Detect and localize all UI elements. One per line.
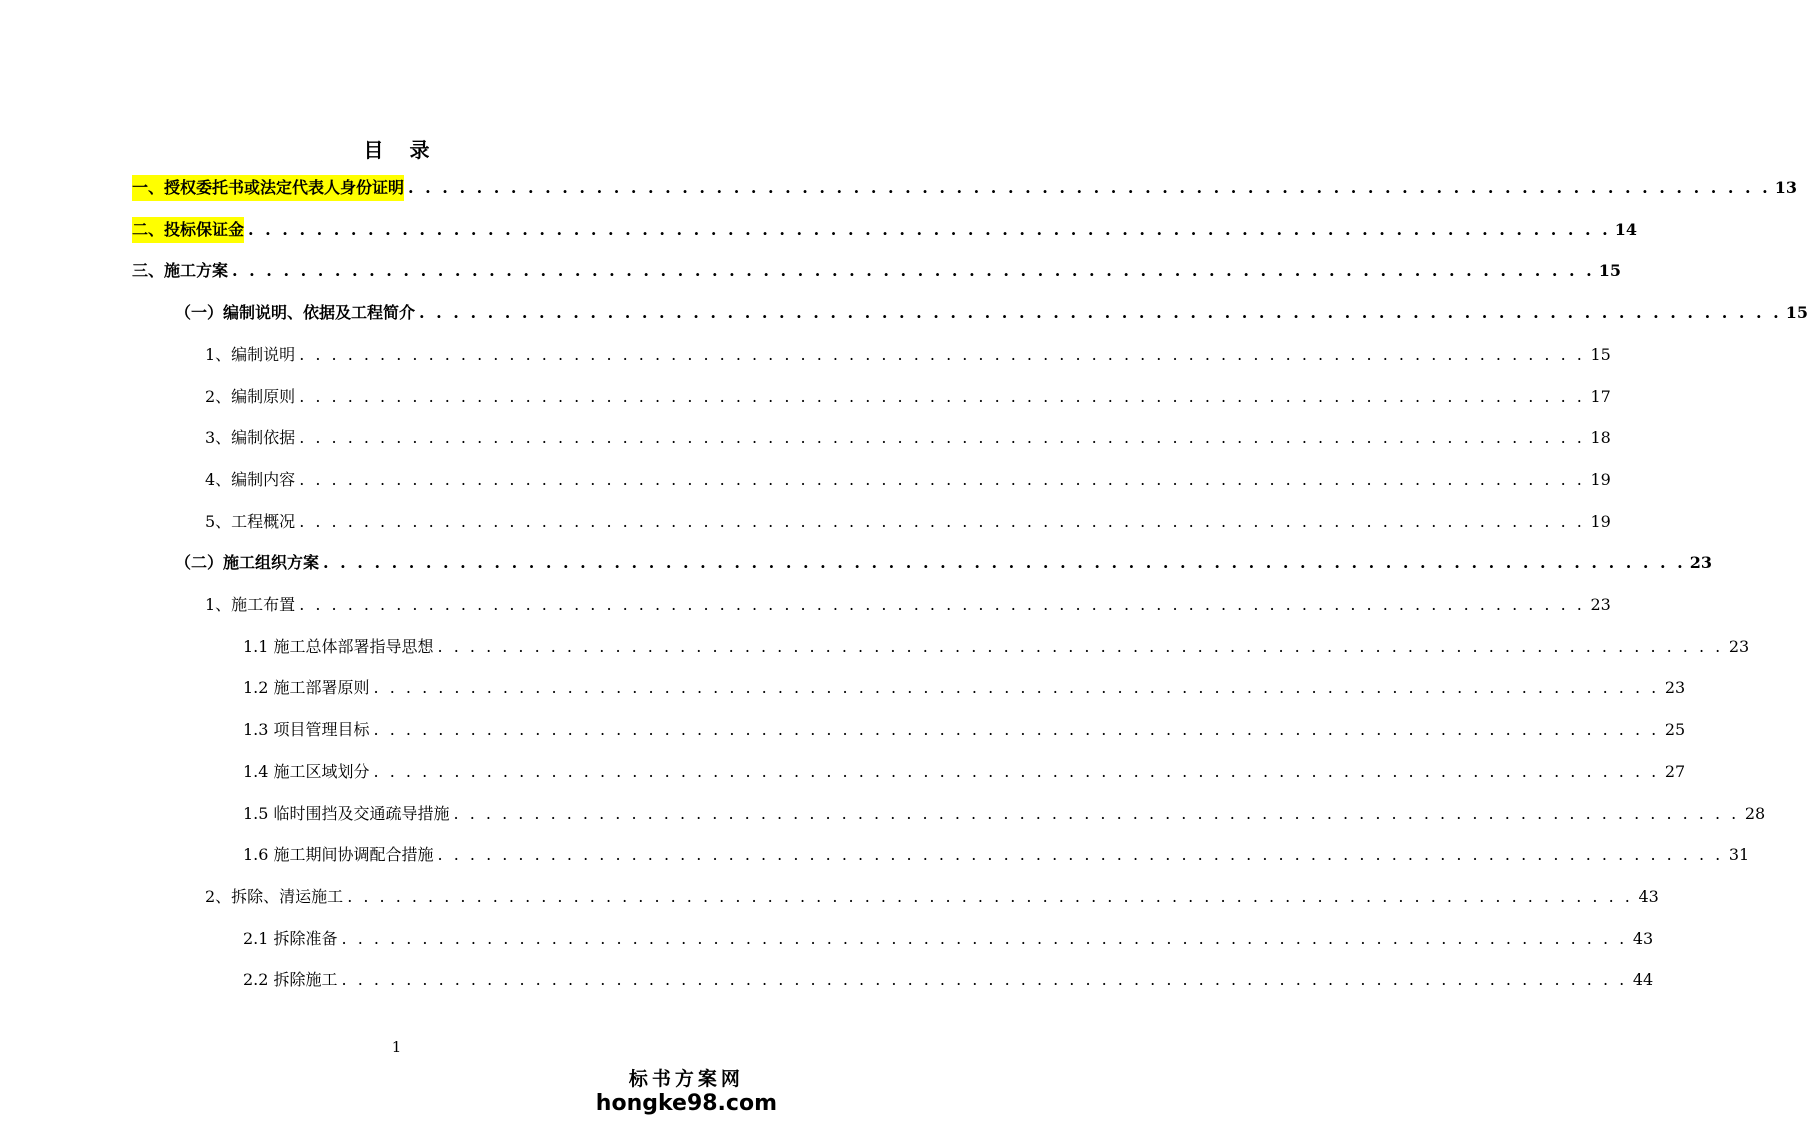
toc-leader-dots: . . . . . . . . . . . . . . . . . . . . . . . . . . . . . . . . . . . . . . . . . . . . . . . . . . . . . . . . . . . . . . . . . . . . . . . . . . . . . . . . bbox=[373, 720, 1660, 739]
toc-entry-page: 17 bbox=[1590, 387, 1611, 406]
toc-entry-page: 43 bbox=[1632, 929, 1654, 948]
toc-entry[interactable] bbox=[205, 509, 1611, 535]
toc-entry[interactable] bbox=[243, 842, 1750, 868]
toc-entry[interactable] bbox=[243, 675, 1686, 701]
toc-entry[interactable] bbox=[243, 759, 1686, 785]
toc-leader-dots: . . . . . . . . . . . . . . . . . . . . . . . . . . . . . . . . . . . . . . . . . . . . . . . . . . . . . . . . . . . . . . . . . . . . . . . . . . . . . . . . bbox=[437, 845, 1724, 864]
toc-entry-label: 三、施工方案 bbox=[132, 261, 229, 280]
toc-entry[interactable] bbox=[205, 884, 1659, 910]
toc-leader-dots: . . . . . . . . . . . . . . . . . . . . . . . . . . . . . . . . . . . . . . . . . . . . . . . . . . . . . . . . . . . . . . . . . . . . . . . . . . . . . . . . bbox=[299, 470, 1585, 489]
toc-entry[interactable] bbox=[205, 342, 1611, 368]
watermark-url: hongke98.com bbox=[595, 1091, 777, 1116]
toc-entry-page: 25 bbox=[1664, 720, 1686, 739]
toc-entry[interactable] bbox=[243, 717, 1686, 743]
toc-entry-label: 5、工程概况 bbox=[205, 512, 296, 531]
toc-leader-dots: . . . . . . . . . . . . . . . . . . . . . . . . . . . . . . . . . . . . . . . . . . . . . . . . . . . . . . . . . . . . . . . . . . . . . . . . . . . . . . . . bbox=[453, 804, 1740, 823]
toc-entry-page: 31 bbox=[1728, 845, 1750, 864]
toc-entry-label: 1.6 施工期间协调配合措施 bbox=[243, 845, 434, 864]
toc-leader-dots: . . . . . . . . . . . . . . . . . . . . . . . . . . . . . . . . . . . . . . . . . . . . . . . . . . . . . . . . . . . . . . . . . . . . . . . . . . . . . . . . bbox=[248, 220, 1611, 239]
toc-entry-page: 15 bbox=[1785, 303, 1808, 322]
toc-entry-label: 2、拆除、清运施工 bbox=[205, 887, 344, 906]
toc-leader-dots: . . . . . . . . . . . . . . . . . . . . . . . . . . . . . . . . . . . . . . . . . . . . . . . . . . . . . . . . . . . . . . . . . . . . . . . . . . . . . . . . bbox=[437, 637, 1724, 656]
toc-entry[interactable] bbox=[175, 300, 1808, 326]
toc-entry-label: 4、编制内容 bbox=[205, 470, 296, 489]
toc-entry-page: 19 bbox=[1590, 470, 1611, 489]
toc-entry-label: （一）编制说明、依据及工程简介 bbox=[175, 303, 416, 322]
toc-entry-label: 2.1 拆除准备 bbox=[243, 929, 338, 948]
toc-entry[interactable] bbox=[205, 592, 1611, 618]
toc-entry-page: 14 bbox=[1614, 220, 1637, 239]
toc-leader-dots: . . . . . . . . . . . . . . . . . . . . . . . . . . . . . . . . . . . . . . . . . . . . . . . . . . . . . . . . . . . . . . . . . . . . . . . . . . . . . . . . bbox=[373, 678, 1660, 697]
toc-leader-dots: . . . . . . . . . . . . . . . . . . . . . . . . . . . . . . . . . . . . . . . . . . . . . . . . . . . . . . . . . . . . . . . . . . . . . . . . . . . . . . . . bbox=[419, 303, 1782, 322]
toc-leader-dots: . . . . . . . . . . . . . . . . . . . . . . . . . . . . . . . . . . . . . . . . . . . . . . . . . . . . . . . . . . . . . . . . . . . . . . . . . . . . . . . . bbox=[299, 512, 1585, 531]
toc-entry[interactable] bbox=[243, 634, 1750, 660]
toc-entry-page: 23 bbox=[1728, 637, 1750, 656]
toc-entry-page: 23 bbox=[1590, 595, 1611, 614]
toc-entry[interactable] bbox=[175, 550, 1712, 576]
toc-entry-label: （二）施工组织方案 bbox=[175, 553, 320, 572]
watermark-cn: 标书方案网 bbox=[628, 1068, 744, 1090]
toc-entry-page: 23 bbox=[1689, 553, 1712, 572]
toc-leader-dots: . . . . . . . . . . . . . . . . . . . . . . . . . . . . . . . . . . . . . . . . . . . . . . . . . . . . . . . . . . . . . . . . . . . . . . . . . . . . . . . . bbox=[299, 595, 1585, 614]
toc-entry-label: 1.5 临时围挡及交通疏导措施 bbox=[243, 804, 450, 823]
toc-entry-page: 27 bbox=[1664, 762, 1686, 781]
toc-leader-dots: . . . . . . . . . . . . . . . . . . . . . . . . . . . . . . . . . . . . . . . . . . . . . . . . . . . . . . . . . . . . . . . . . . . . . . . . . . . . . . . . bbox=[299, 387, 1585, 406]
toc-entry-label: 1.1 施工总体部署指导思想 bbox=[243, 637, 434, 656]
toc-leader-dots: . . . . . . . . . . . . . . . . . . . . . . . . . . . . . . . . . . . . . . . . . . . . . . . . . . . . . . . . . . . . . . . . . . . . . . . . . . . . . . . . bbox=[408, 178, 1771, 197]
toc-entry[interactable] bbox=[205, 467, 1611, 493]
toc-entry[interactable] bbox=[243, 801, 1766, 827]
toc-entry-label: 3、编制依据 bbox=[205, 428, 296, 447]
toc-leader-dots: . . . . . . . . . . . . . . . . . . . . . . . . . . . . . . . . . . . . . . . . . . . . . . . . . . . . . . . . . . . . . . . . . . . . . . . . . . . . . . . . bbox=[323, 553, 1686, 572]
toc-leader-dots: . . . . . . . . . . . . . . . . . . . . . . . . . . . . . . . . . . . . . . . . . . . . . . . . . . . . . . . . . . . . . . . . . . . . . . . . . . . . . . . . bbox=[299, 428, 1585, 447]
toc-entry-label: 二、投标保证金 bbox=[132, 217, 244, 243]
toc-entry[interactable] bbox=[132, 217, 1637, 243]
toc-entry-page: 28 bbox=[1744, 804, 1766, 823]
toc-entry[interactable] bbox=[243, 926, 1654, 952]
toc-entry[interactable] bbox=[243, 967, 1654, 993]
toc-entry-label: 2、编制原则 bbox=[205, 387, 296, 406]
toc-entry-label: 一、授权委托书或法定代表人身份证明 bbox=[132, 175, 404, 201]
toc-entry-page: 44 bbox=[1632, 970, 1654, 989]
toc-leader-dots: . . . . . . . . . . . . . . . . . . . . . . . . . . . . . . . . . . . . . . . . . . . . . . . . . . . . . . . . . . . . . . . . . . . . . . . . . . . . . . . . bbox=[347, 887, 1633, 906]
toc-entry[interactable] bbox=[205, 384, 1611, 410]
toc-leader-dots: . . . . . . . . . . . . . . . . . . . . . . . . . . . . . . . . . . . . . . . . . . . . . . . . . . . . . . . . . . . . . . . . . . . . . . . . . . . . . . . . bbox=[373, 762, 1660, 781]
toc-leader-dots: . . . . . . . . . . . . . . . . . . . . . . . . . . . . . . . . . . . . . . . . . . . . . . . . . . . . . . . . . . . . . . . . . . . . . . . . . . . . . . . . bbox=[341, 970, 1628, 989]
toc-entry-page: 13 bbox=[1774, 178, 1797, 197]
toc-entry-page: 15 bbox=[1590, 345, 1611, 364]
page-number: 1 bbox=[391, 1038, 402, 1056]
toc-title: 目录 bbox=[363, 138, 456, 162]
toc-entry-label: 1.3 项目管理目标 bbox=[243, 720, 370, 739]
toc-entry[interactable] bbox=[132, 175, 1797, 201]
watermark-logo bbox=[596, 1064, 777, 1116]
toc-entry-label: 1、施工布置 bbox=[205, 595, 296, 614]
toc-entry-label: 1.4 施工区域划分 bbox=[243, 762, 370, 781]
toc-leader-dots: . . . . . . . . . . . . . . . . . . . . . . . . . . . . . . . . . . . . . . . . . . . . . . . . . . . . . . . . . . . . . . . . . . . . . . . . . . . . . . . . bbox=[232, 261, 1595, 280]
toc-entry-page: 43 bbox=[1638, 887, 1659, 906]
toc-entry[interactable] bbox=[132, 258, 1621, 284]
toc-leader-dots: . . . . . . . . . . . . . . . . . . . . . . . . . . . . . . . . . . . . . . . . . . . . . . . . . . . . . . . . . . . . . . . . . . . . . . . . . . . . . . . . bbox=[299, 345, 1585, 364]
toc-leader-dots: . . . . . . . . . . . . . . . . . . . . . . . . . . . . . . . . . . . . . . . . . . . . . . . . . . . . . . . . . . . . . . . . . . . . . . . . . . . . . . . . bbox=[341, 929, 1628, 948]
toc-entry-page: 18 bbox=[1590, 428, 1611, 447]
toc-entry-page: 19 bbox=[1590, 512, 1611, 531]
toc-entry-label: 2.2 拆除施工 bbox=[243, 970, 338, 989]
toc-entry-page: 23 bbox=[1664, 678, 1686, 697]
toc-entry-page: 15 bbox=[1598, 261, 1621, 280]
toc-entry-label: 1、编制说明 bbox=[205, 345, 296, 364]
toc-entry-label: 1.2 施工部署原则 bbox=[243, 678, 370, 697]
toc-entry[interactable] bbox=[205, 425, 1611, 451]
